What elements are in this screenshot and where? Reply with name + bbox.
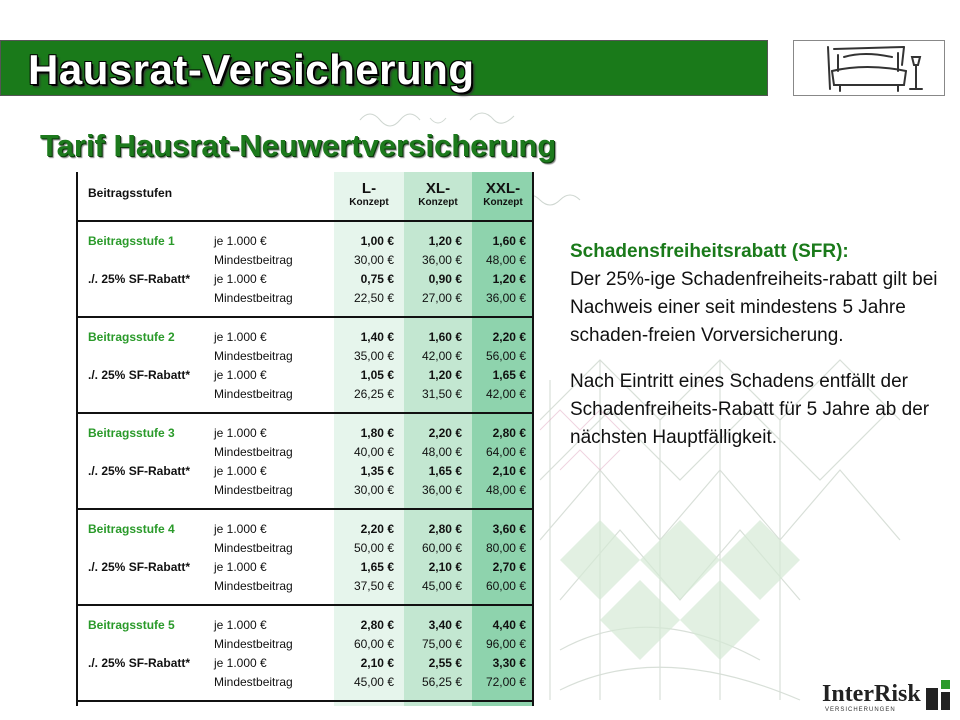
price-cell: 2,10 €	[428, 560, 462, 574]
price-cell: 3,60 €	[492, 522, 526, 536]
price-cell: 2,20 €	[492, 330, 526, 344]
price-cell: 30,00 €	[353, 483, 394, 497]
page-subtitle: Tarif Hausrat-Neuwertversicherung	[40, 128, 557, 163]
price-cell: 1,35 €	[360, 464, 394, 478]
price-cell: 26,25 €	[353, 387, 394, 401]
price-cell: 2,10 €	[360, 656, 394, 670]
price-cell: 50,00 €	[353, 541, 394, 555]
price-cell: 36,00 €	[421, 483, 462, 497]
price-cell: 2,20 €	[428, 426, 462, 440]
price-cell: 45,00 €	[421, 579, 462, 593]
table-row	[78, 443, 532, 462]
header-label: Beitragsstufen	[88, 186, 173, 200]
price-cell: 1,80 €	[360, 426, 394, 440]
price-cell: 2,70 €	[492, 560, 526, 574]
price-cell: 1,60 €	[428, 330, 462, 344]
price-cell: 2,80 €	[492, 426, 526, 440]
price-cell: 0,90 €	[428, 272, 462, 286]
table-row	[78, 539, 532, 558]
unit-label: je 1.000 €	[214, 656, 267, 670]
price-cell: 1,65 €	[360, 560, 394, 574]
price-cell: 56,00 €	[485, 349, 526, 363]
price-cell: 2,20 €	[360, 522, 394, 536]
price-cell: 48,00 €	[485, 253, 526, 267]
min-label: Mindestbeitrag	[214, 349, 293, 363]
table-row	[78, 462, 532, 481]
price-cell: 72,00 €	[485, 675, 526, 689]
price-cell: 56,25 €	[421, 675, 462, 689]
tariff-table	[76, 172, 534, 706]
price-cell: 3,40 €	[428, 618, 462, 632]
rabatt-label: ./. 25% SF-Rabatt*	[88, 464, 191, 478]
rabatt-label: ./. 25% SF-Rabatt*	[88, 272, 191, 286]
table-row	[78, 270, 532, 289]
table-row	[78, 481, 532, 500]
price-cell: 22,50 €	[353, 291, 394, 305]
min-label: Mindestbeitrag	[214, 253, 293, 267]
price-cell: 42,00 €	[485, 387, 526, 401]
concept-xl-sub: Konzept	[418, 197, 458, 208]
price-cell: 45,00 €	[353, 675, 394, 689]
table-row	[78, 577, 532, 596]
group-title: Beitragsstufe 1	[88, 234, 175, 248]
table-row	[78, 558, 532, 577]
price-cell: 1,00 €	[360, 234, 394, 248]
price-cell: 60,00 €	[421, 541, 462, 555]
concept-xl	[404, 180, 472, 209]
price-cell: 1,65 €	[492, 368, 526, 382]
sfr-title: Schadensfreiheitsrabatt (SFR):	[570, 241, 849, 262]
sfr-paragraph-2: Nach Eintritt eines Schadens entfällt der Schadenfreiheits-Rabatt für 5 Jahre ab der nächsten Hauptfälligkeit.	[570, 371, 930, 448]
concept-xxl-sub: Konzept	[483, 197, 523, 208]
min-label: Mindestbeitrag	[214, 579, 293, 593]
table-row	[78, 385, 532, 404]
brand-subtitle: VERSICHERUNGEN	[825, 707, 896, 713]
armchair-icon	[794, 41, 944, 95]
min-label: Mindestbeitrag	[214, 387, 293, 401]
group-title: Beitragsstufe 2	[88, 330, 175, 344]
concept-xxl	[472, 180, 534, 209]
rabatt-label: ./. 25% SF-Rabatt*	[88, 368, 191, 382]
unit-label: je 1.000 €	[214, 330, 267, 344]
table-row	[78, 654, 532, 673]
table-row	[78, 347, 532, 366]
price-cell: 27,00 €	[421, 291, 462, 305]
concept-l-name: L-	[361, 180, 377, 197]
tariff-group	[78, 606, 532, 702]
table-row	[78, 424, 532, 443]
price-cell: 64,00 €	[485, 445, 526, 459]
table-row	[78, 616, 532, 635]
price-cell: 75,00 €	[421, 637, 462, 651]
min-label: Mindestbeitrag	[214, 637, 293, 651]
price-cell: 48,00 €	[421, 445, 462, 459]
table-row	[78, 673, 532, 692]
price-cell: 2,80 €	[428, 522, 462, 536]
table-row	[78, 520, 532, 539]
tariff-group	[78, 510, 532, 606]
price-cell: 2,80 €	[360, 618, 394, 632]
unit-label: je 1.000 €	[214, 464, 267, 478]
price-cell: 0,75 €	[360, 272, 394, 286]
tariff-group	[78, 222, 532, 318]
unit-label: je 1.000 €	[214, 618, 267, 632]
table-row	[78, 328, 532, 347]
price-cell: 1,40 €	[360, 330, 394, 344]
table-header-row	[78, 172, 532, 222]
price-cell: 36,00 €	[421, 253, 462, 267]
rabatt-label: ./. 25% SF-Rabatt*	[88, 560, 191, 574]
concept-xxl-name: XXL-	[485, 180, 521, 197]
sfr-text-1: Der 25%-ige Schadenfreiheits-rabatt gilt bei Nachweis einer seit mindestens 5 Jahre schaden-freien Vorversicherung.	[570, 269, 938, 346]
price-cell: 1,20 €	[428, 234, 462, 248]
price-cell: 60,00 €	[353, 637, 394, 651]
price-cell: 36,00 €	[485, 291, 526, 305]
price-cell: 1,65 €	[428, 464, 462, 478]
concept-l	[334, 180, 404, 209]
unit-label: je 1.000 €	[214, 522, 267, 536]
price-cell: 3,30 €	[492, 656, 526, 670]
brand-name: InterRisk	[822, 681, 921, 707]
unit-label: je 1.000 €	[214, 426, 267, 440]
interrisk-logo-icon	[926, 680, 954, 710]
group-title: Beitragsstufe 4	[88, 522, 175, 536]
price-cell: 2,55 €	[428, 656, 462, 670]
price-cell: 1,20 €	[428, 368, 462, 382]
min-label: Mindestbeitrag	[214, 445, 293, 459]
price-cell: 4,40 €	[492, 618, 526, 632]
table-row	[78, 251, 532, 270]
price-cell: 35,00 €	[353, 349, 394, 363]
min-label: Mindestbeitrag	[214, 483, 293, 497]
sfr-info	[570, 238, 940, 452]
unit-label: je 1.000 €	[214, 368, 267, 382]
table-row	[78, 289, 532, 308]
price-cell: 2,10 €	[492, 464, 526, 478]
price-cell: 1,60 €	[492, 234, 526, 248]
min-label: Mindestbeitrag	[214, 541, 293, 555]
price-cell: 42,00 €	[421, 349, 462, 363]
price-cell: 40,00 €	[353, 445, 394, 459]
group-title: Beitragsstufe 5	[88, 618, 175, 632]
unit-label: je 1.000 €	[214, 234, 267, 248]
table-row	[78, 366, 532, 385]
page-title: Hausrat-Versicherung	[28, 46, 475, 93]
min-label: Mindestbeitrag	[214, 675, 293, 689]
table-row	[78, 232, 532, 251]
concept-xl-name: XL-	[425, 180, 451, 197]
furniture-sketch-logo	[793, 40, 945, 96]
unit-label: je 1.000 €	[214, 272, 267, 286]
unit-label: je 1.000 €	[214, 560, 267, 574]
price-cell: 31,50 €	[421, 387, 462, 401]
sfr-paragraph-1	[570, 238, 940, 350]
price-cell: 96,00 €	[485, 637, 526, 651]
price-cell: 80,00 €	[485, 541, 526, 555]
min-label: Mindestbeitrag	[214, 291, 293, 305]
concept-l-sub: Konzept	[349, 197, 389, 208]
price-cell: 30,00 €	[353, 253, 394, 267]
price-cell: 1,20 €	[492, 272, 526, 286]
tariff-group	[78, 318, 532, 414]
price-cell: 48,00 €	[485, 483, 526, 497]
price-cell: 37,50 €	[353, 579, 394, 593]
table-row	[78, 635, 532, 654]
price-cell: 1,05 €	[360, 368, 394, 382]
price-cell: 60,00 €	[485, 579, 526, 593]
group-title: Beitragsstufe 3	[88, 426, 175, 440]
tariff-group	[78, 414, 532, 510]
rabatt-label: ./. 25% SF-Rabatt*	[88, 656, 191, 670]
